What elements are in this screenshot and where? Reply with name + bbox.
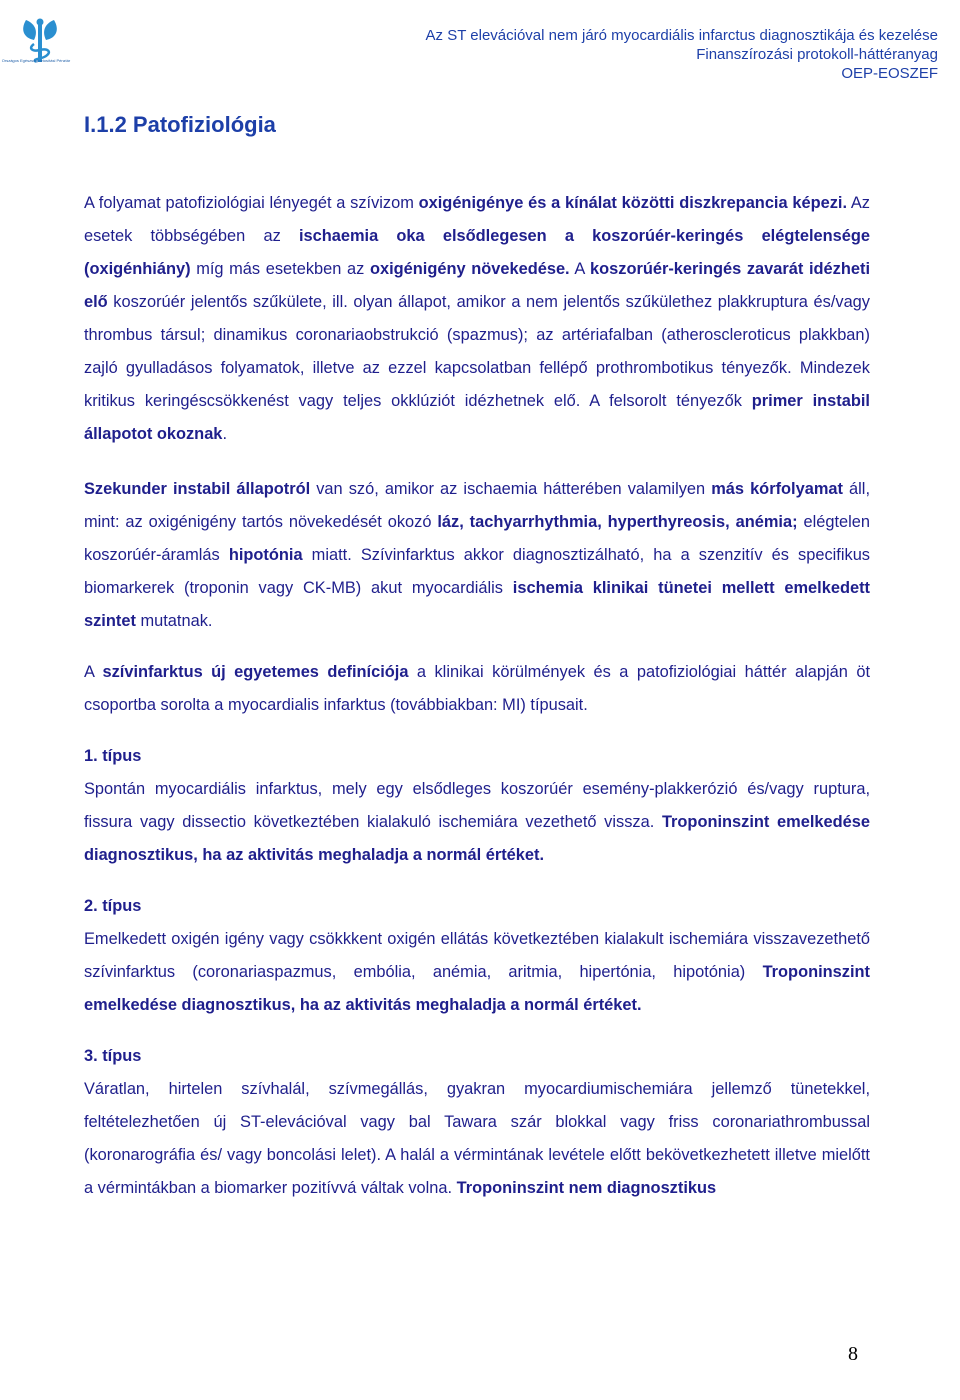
header-subtitle: Finanszírozási protokoll-háttéranyag — [696, 46, 938, 63]
page-number: 8 — [848, 1343, 858, 1365]
bold-text-run: ischaemia oka elsődlegesen a koszorúér-keringés elégtelensége (oxigénhiány) — [84, 227, 870, 278]
bold-text-run: szívinfarktus új egyetemes definíciója — [102, 663, 409, 681]
bold-text-run: primer instabil állapotot okoznak — [84, 392, 870, 443]
bold-text-run: Troponinszint emelkedése diagnosztikus, ha az aktivitás meghaladja a normál értéket. — [84, 963, 870, 1014]
text-run: Emelkedett oxigén igény vagy csökkkent oxigén ellátás következtében kialakult ischemiára visszavezethető szívinfarktus (coronariaspazmus, embólia, anémia, aritmia, hipertónia, hipotónia) — [84, 930, 870, 981]
text-run: mutatnak. — [135, 612, 213, 630]
mi-type-1-text — [84, 773, 870, 872]
mi-type-1 — [84, 740, 870, 872]
bold-text-run: koszorúér-keringés zavarát idézheti elő — [84, 260, 870, 311]
text-run: Az esetek többségében az — [84, 194, 870, 245]
text-run: A — [84, 663, 103, 681]
bold-text-run: hipotónia — [228, 546, 303, 564]
bold-text-run: Troponinszint nem diagnosztikus — [456, 1179, 717, 1197]
document-header — [426, 26, 938, 83]
mi-type-2-heading: 2. típus — [84, 897, 142, 915]
bold-text-run: Szekunder instabil állapotról — [84, 480, 311, 498]
header-title: Az ST elevációval nem járó myocardiális infarctus diagnosztikája és kezelése — [425, 27, 938, 44]
text-run: a klinikai körülmények és a patofiziológiai háttér alapján öt csoportba sorolta a myocardialis infarktus (továbbiakban: MI) típusait. — [84, 663, 870, 714]
mi-type-2 — [84, 890, 870, 1022]
text-run: A — [569, 260, 591, 278]
paragraph-pathophysiology — [84, 187, 870, 451]
mi-type-3 — [84, 1040, 870, 1205]
logo-icon — [8, 14, 72, 76]
header-organization: OEP-EOSZEF — [841, 65, 938, 82]
paragraph-secondary-instability — [84, 473, 870, 638]
bold-text-run: ischemia klinikai tünetei mellett emelkedett szintet — [84, 579, 870, 630]
text-run: míg más esetekben az — [190, 260, 370, 278]
section-title: I.1.2 Patofiziológia — [84, 112, 276, 137]
text-run: áll, mint: az oxigénigény tartós növekedését okozó — [84, 480, 870, 531]
paragraph-universal-definition — [84, 656, 870, 722]
text-run: . — [222, 425, 227, 443]
bold-text-run: más kórfolyamat — [711, 480, 843, 498]
logo-caption: Országos Egészségbiztosítási Pénztár — [1, 58, 71, 63]
text-run: elégtelen koszorúér-áramlás — [84, 513, 870, 564]
mi-type-2-text — [84, 923, 870, 1022]
text-run: van szó, amikor az ischaemia hátterében valamilyen — [310, 480, 712, 498]
mi-type-3-heading: 3. típus — [84, 1047, 142, 1065]
mi-type-3-text — [84, 1073, 870, 1205]
bold-text-run: oxigénigény növekedése. — [369, 260, 570, 278]
mi-type-1-heading: 1. típus — [84, 747, 142, 765]
text-run: Spontán myocardiális infarktus, mely egy elsődleges koszorúér esemény-plakkerózió és/vagy ruptura, fissura vagy dissectio következtében kialakuló ischemiára vezethető vissza. — [84, 780, 870, 831]
text-run: A folyamat patofiziológiai lényegét a szívizom — [84, 194, 419, 212]
bold-text-run: oxigénigénye és a kínálat közötti diszkrepancia képezi. — [418, 194, 848, 212]
bold-text-run: láz, tachyarrhythmia, hyperthyreosis, anémia; — [437, 513, 798, 531]
text-run: Váratlan, hirtelen szívhalál, szívmegállás, gyakran myocardiumischemiára jellemző tünetekkel, feltételezhetően új ST-elevációval vagy bal Tawara szár blokkal vagy friss coronariathrombussal (koronarográfia és/ vagy boncolási lelet). A halál a vérmintának levétele előtt bekövetkezhetett illetve mielőtt a vérmintákban a biomarker pozitívvá váltak volna. — [84, 1080, 870, 1197]
text-run: koszorúér jelentős szűkülete, ill. olyan állapot, amikor a nem jelentős szűkülethez plakkruptura és/vagy thrombus társul; dinamikus coronariaobstrukció (spazmus); az artériafalban (atheroscleroticus plakkban) zajló gyulladásos folyamatok, illetve az ezzel kapcsolatban fellépő prothrombotikus tényezők. Mindezek kritikus keringéscsökkenést vagy teljes okklúziót idézhetnek elő. A felsorolt tényezők — [84, 293, 870, 410]
text-run: miatt. Szívinfarktus akkor diagnosztizálható, ha a szenzitív és specifikus biomarkerek (troponin vagy CK-MB) akut myocardiális — [84, 546, 871, 597]
bold-text-run: Troponinszint emelkedése diagnosztikus, ha az aktivitás meghaladja a normál értéket. — [84, 813, 870, 864]
document-body — [84, 187, 870, 1205]
